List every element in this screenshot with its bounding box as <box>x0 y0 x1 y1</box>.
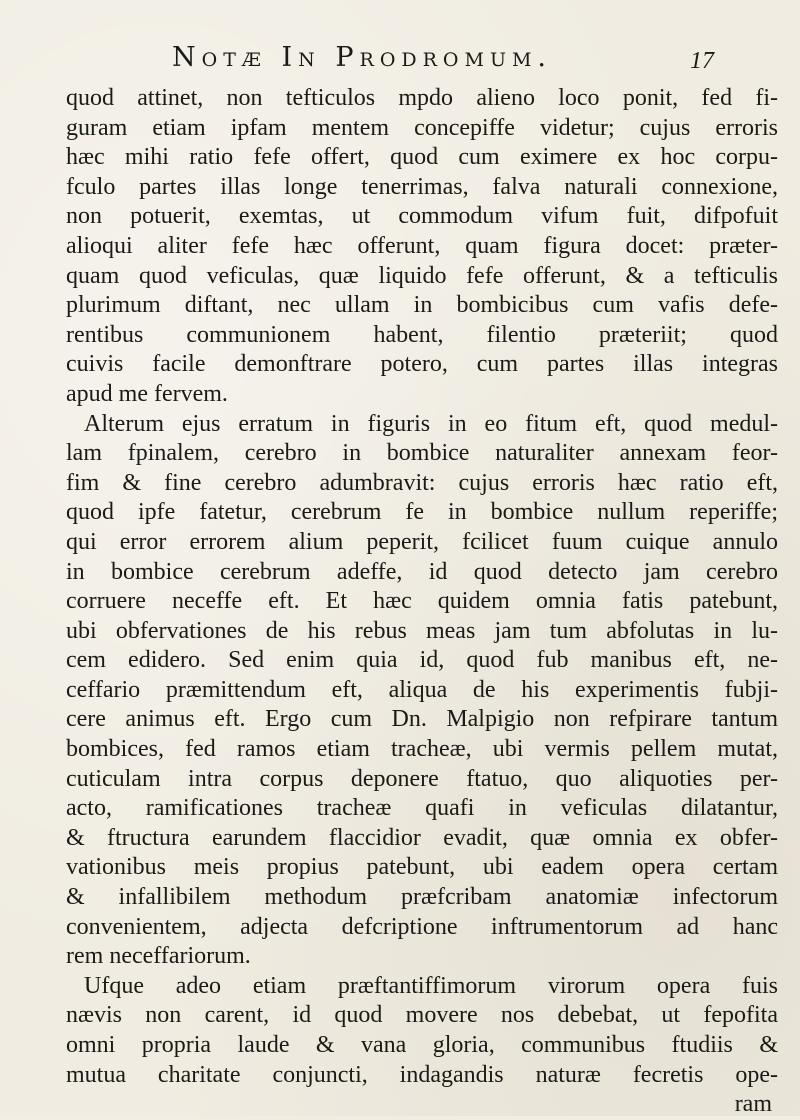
text-line: hæc mihi ratio fefe offert, quod cum eximere ex hoc corpu- <box>66 144 778 171</box>
text-line: quam quod veficulas, quæ liquido fefe offerunt, & a tefticulis <box>66 262 778 289</box>
text-line: vationibus meis propius patebunt, ubi eadem opera certam <box>66 854 778 881</box>
running-header <box>172 42 732 82</box>
text-line: & ftructura earundem flaccidior evadit, quæ omnia ex obfer- <box>66 824 778 851</box>
text-line: omni propria laude & vana gloria, communibus ftudiis & <box>66 1032 778 1058</box>
text-line: bombices, fed ramos etiam tracheæ, ubi vermis pellem mutat, <box>66 736 778 763</box>
text-line: lam fpinalem, cerebro in bombice naturaliter annexam feor- <box>66 440 778 467</box>
text-line: in bombice cerebrum adeffe, id quod detecto jam cerebro <box>66 558 778 585</box>
paragraph-start-line: Ufque adeo etiam præftantiffimorum virorum opera fuis <box>84 972 778 999</box>
text-line: fculo partes illas longe tenerrimas, falva naturali connexione, <box>66 173 778 200</box>
text-line: non potuerit, exemtas, ut commodum vifum fuit, difpofuit <box>66 203 778 230</box>
text-line: quod ipfe fatetur, cerebrum fe in bombice nullum reperiffe; <box>66 499 778 526</box>
text-line: rentibus communionem habent, filentio præteriit; quod <box>66 321 778 348</box>
text-line: qui error errorem alium peperit, fcilicet fuum cuique annulo <box>66 528 778 555</box>
text-line: corruere neceffe eft. Et hæc quidem omnia fatis patebunt, <box>66 588 778 615</box>
catchword: ram <box>734 1091 772 1118</box>
text-line: ubi obfervationes de his rebus meas jam tum abfolutas in lu- <box>66 617 778 644</box>
paragraph-end-line: rem neceffariorum. <box>66 943 251 970</box>
text-line: ceffario præmittendum eft, aliqua de his experimentis fubji- <box>66 676 778 703</box>
body-text <box>66 84 778 1120</box>
text-line: cere animus eft. Ergo cum Dn. Malpigio non refpirare tantum <box>66 706 778 733</box>
text-line: plurimum diftant, nec ullam in bombicibus cum vafis defe- <box>66 292 778 319</box>
text-line: & infallibilem methodum præfcribam anatomiæ infectorum <box>66 884 778 911</box>
paragraph-start-line: Alterum ejus erratum in figuris in eo fitum eft, quod medul- <box>84 410 778 437</box>
text-line: acto, ramificationes tracheæ quafi in veficulas dilatantur, <box>66 795 778 822</box>
page-number: 17 <box>690 48 714 74</box>
text-line: cuivis facile demonftrare potero, cum partes illas integras <box>66 351 778 378</box>
text-line: convenientem, adjecta defcriptione inftrumentorum ad hanc <box>66 913 778 940</box>
paragraph-end-line: apud me fervem. <box>66 380 228 407</box>
text-line: guram etiam ipfam mentem concepiffe videtur; cujus erroris <box>66 114 778 141</box>
text-line: mutua charitate conjuncti, indagandis naturæ fecretis ope- <box>66 1061 778 1088</box>
text-line: quod attinet, non tefticulos mpdo alieno loco ponit, fed fi- <box>66 85 778 111</box>
text-line: fim & fine cerebro adumbravit: cujus erroris hæc ratio eft, <box>66 469 778 496</box>
text-line: nævis non carent, id quod movere nos debebat, ut fepofita <box>66 1002 778 1029</box>
text-line: alioqui aliter fefe hæc offerunt, quam figura docet: præter- <box>66 232 778 259</box>
running-title: Notæ In Prodromum. <box>172 42 553 73</box>
text-line: cuticulam intra corpus deponere ftatuo, quo aliquoties per- <box>66 765 778 792</box>
text-line: cem edidero. Sed enim quia id, quod fub manibus eft, ne- <box>66 647 778 674</box>
